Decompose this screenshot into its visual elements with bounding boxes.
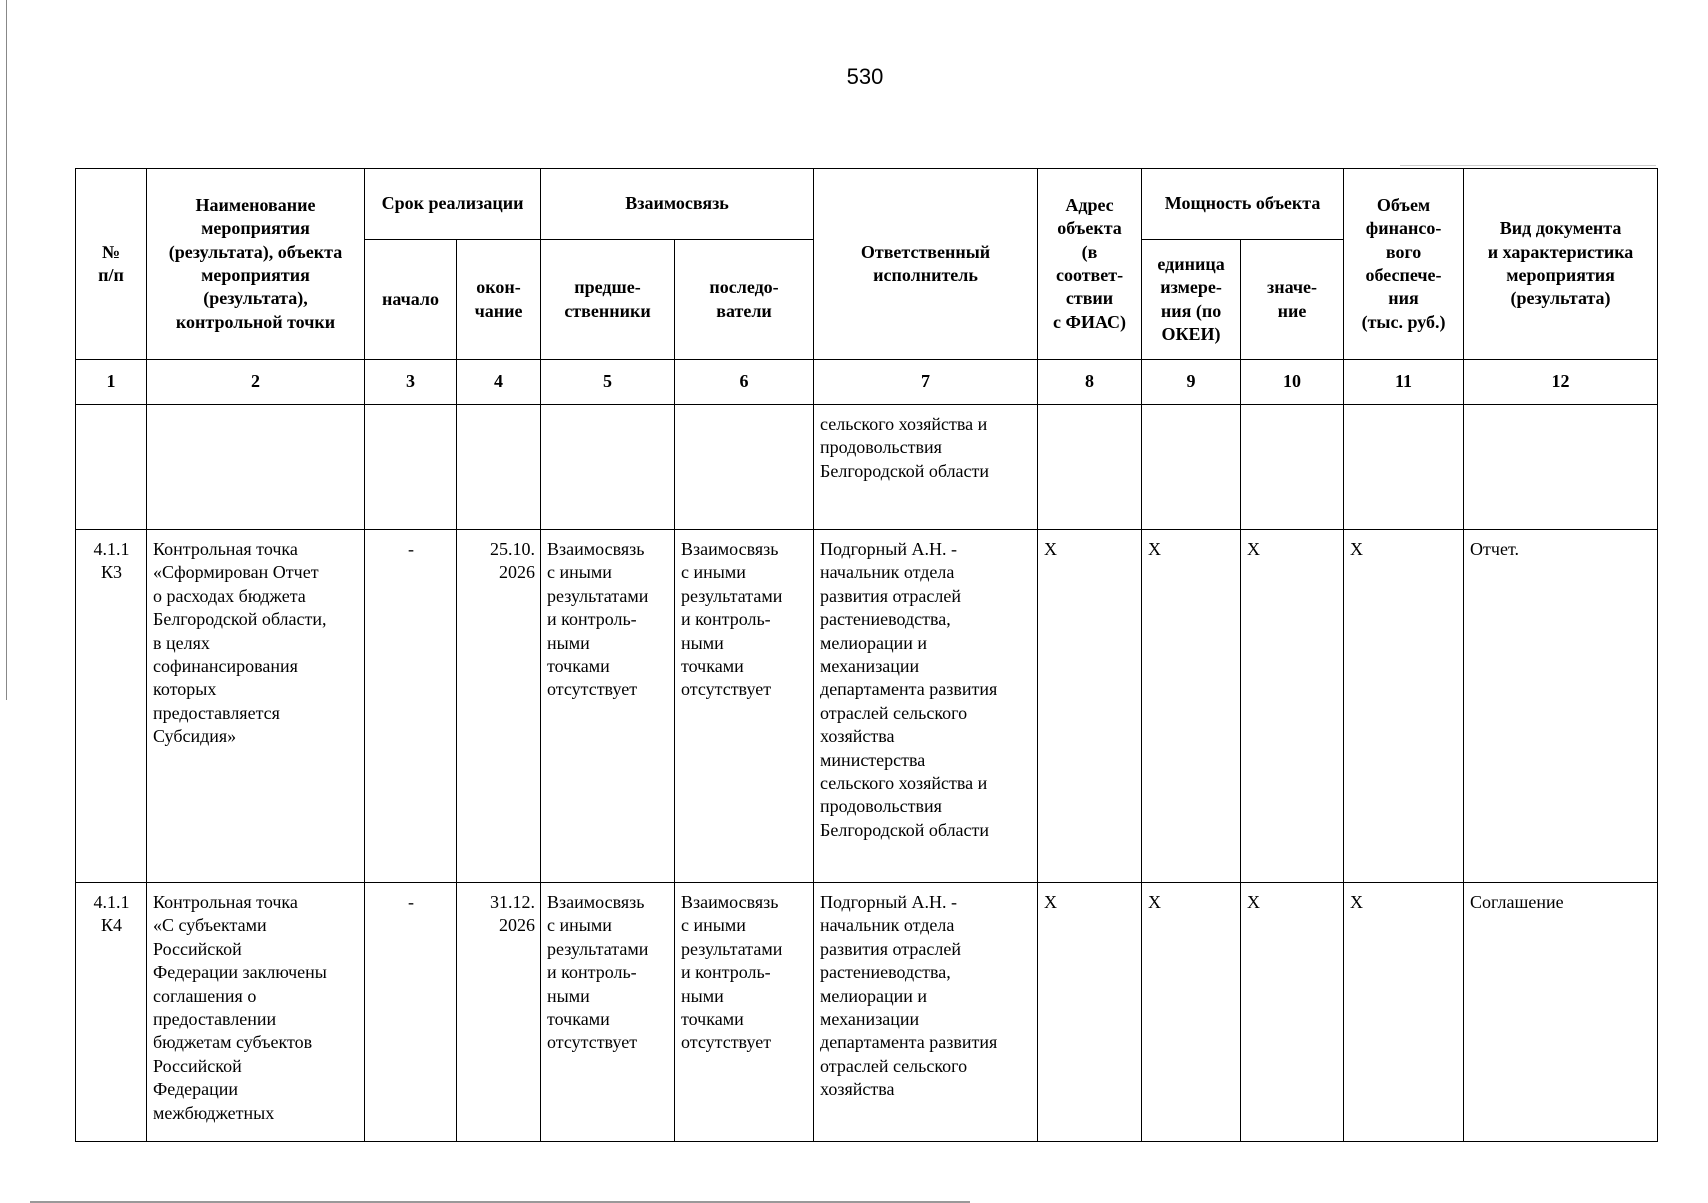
cell-name: Контрольная точка «С субъектами Российской Федерации заключены соглашения о предоставлении бюджетам субъектов Российской Федерации межбюджетных bbox=[147, 883, 365, 1142]
cell-value: X bbox=[1241, 883, 1344, 1142]
cell-predecessors: Взаимосвязь с иными результатами и контроль- ными точками отсутствует bbox=[541, 530, 675, 883]
cell-successors: Взаимосвязь с иными результатами и контроль- ными точками отсутствует bbox=[675, 883, 814, 1142]
header-responsible: Ответственный исполнитель bbox=[814, 169, 1038, 360]
column-number-row bbox=[76, 360, 1658, 405]
cell-start: - bbox=[365, 883, 457, 1142]
cell-address bbox=[1038, 405, 1142, 530]
cell-unit: X bbox=[1142, 883, 1241, 1142]
cell-value bbox=[1241, 405, 1344, 530]
cell-name: Контрольная точка «Сформирован Отчет о расходах бюджета Белгородской области, в целях софинансирования которых предоставляется Субсидия» bbox=[147, 530, 365, 883]
column-number: 5 bbox=[541, 360, 675, 405]
column-number: 7 bbox=[814, 360, 1038, 405]
column-number: 9 bbox=[1142, 360, 1241, 405]
cell-name bbox=[147, 405, 365, 530]
header-num: № п/п bbox=[76, 169, 147, 360]
cell-finance: X bbox=[1344, 883, 1464, 1142]
header-period-end: окон- чание bbox=[457, 240, 541, 360]
cell-end bbox=[457, 405, 541, 530]
plan-table bbox=[75, 168, 1658, 1142]
table-row bbox=[76, 883, 1658, 1142]
cell-address: X bbox=[1038, 530, 1142, 883]
page-left-edge bbox=[6, 0, 7, 700]
cell-value: X bbox=[1241, 530, 1344, 883]
header-finance: Объем финансо- вого обеспече- ния (тыс. руб.) bbox=[1344, 169, 1464, 360]
cell-responsible: Подгорный А.Н. - начальник отдела развития отраслей растениеводства, мелиорации и механизации департамента развития отраслей сельского хозяйства министерства сельского хозяйства и продовольствия Белгородской области bbox=[814, 530, 1038, 883]
cell-num: 4.1.1 К3 bbox=[76, 530, 147, 883]
page-number: 530 bbox=[846, 64, 884, 89]
cell-finance: X bbox=[1344, 530, 1464, 883]
header-link: Взаимосвязь bbox=[541, 169, 814, 240]
cell-successors: Взаимосвязь с иными результатами и контроль- ными точками отсутствует bbox=[675, 530, 814, 883]
cell-responsible: Подгорный А.Н. - начальник отдела развития отраслей растениеводства, мелиорации и механизации департамента развития отраслей сельского хозяйства bbox=[814, 883, 1038, 1142]
cell-end: 25.10. 2026 bbox=[457, 530, 541, 883]
header-name: Наименование мероприятия (результата), объекта мероприятия (результата), контрольной точки bbox=[147, 169, 365, 360]
column-number: 8 bbox=[1038, 360, 1142, 405]
column-number: 2 bbox=[147, 360, 365, 405]
cell-unit: X bbox=[1142, 530, 1241, 883]
column-number: 11 bbox=[1344, 360, 1464, 405]
header-capacity: Мощность объекта bbox=[1142, 169, 1344, 240]
column-number: 4 bbox=[457, 360, 541, 405]
cell-num bbox=[76, 405, 147, 530]
header-row-top bbox=[76, 169, 1658, 240]
cell-successors bbox=[675, 405, 814, 530]
cell-num: 4.1.1 К4 bbox=[76, 883, 147, 1142]
header-successors: последо- ватели bbox=[675, 240, 814, 360]
header-address: Адрес объекта (в соответ- ствии с ФИАС) bbox=[1038, 169, 1142, 360]
table-row bbox=[76, 530, 1658, 883]
table-row-continuation bbox=[76, 405, 1658, 530]
cell-document: Отчет. bbox=[1464, 530, 1658, 883]
header-predecessors: предше- ственники bbox=[541, 240, 675, 360]
column-number: 6 bbox=[675, 360, 814, 405]
cell-predecessors bbox=[541, 405, 675, 530]
header-capacity-value: значе- ние bbox=[1241, 240, 1344, 360]
cell-predecessors: Взаимосвязь с иными результатами и контроль- ными точками отсутствует bbox=[541, 883, 675, 1142]
cell-document: Соглашение bbox=[1464, 883, 1658, 1142]
cell-responsible: сельского хозяйства и продовольствия Белгородской области bbox=[814, 405, 1038, 530]
column-number: 10 bbox=[1241, 360, 1344, 405]
header-period-start: начало bbox=[365, 240, 457, 360]
cell-finance bbox=[1344, 405, 1464, 530]
header-capacity-unit: единица измере- ния (по ОКЕИ) bbox=[1142, 240, 1241, 360]
column-number: 1 bbox=[76, 360, 147, 405]
cell-start bbox=[365, 405, 457, 530]
cell-unit bbox=[1142, 405, 1241, 530]
cell-start: - bbox=[365, 530, 457, 883]
cell-end: 31.12. 2026 bbox=[457, 883, 541, 1142]
column-number: 3 bbox=[365, 360, 457, 405]
header-period: Срок реализации bbox=[365, 169, 541, 240]
scan-artifact-line bbox=[1400, 165, 1656, 166]
column-number: 12 bbox=[1464, 360, 1658, 405]
header-document: Вид документа и характеристика мероприятия (результата) bbox=[1464, 169, 1658, 360]
cell-document bbox=[1464, 405, 1658, 530]
cell-address: X bbox=[1038, 883, 1142, 1142]
